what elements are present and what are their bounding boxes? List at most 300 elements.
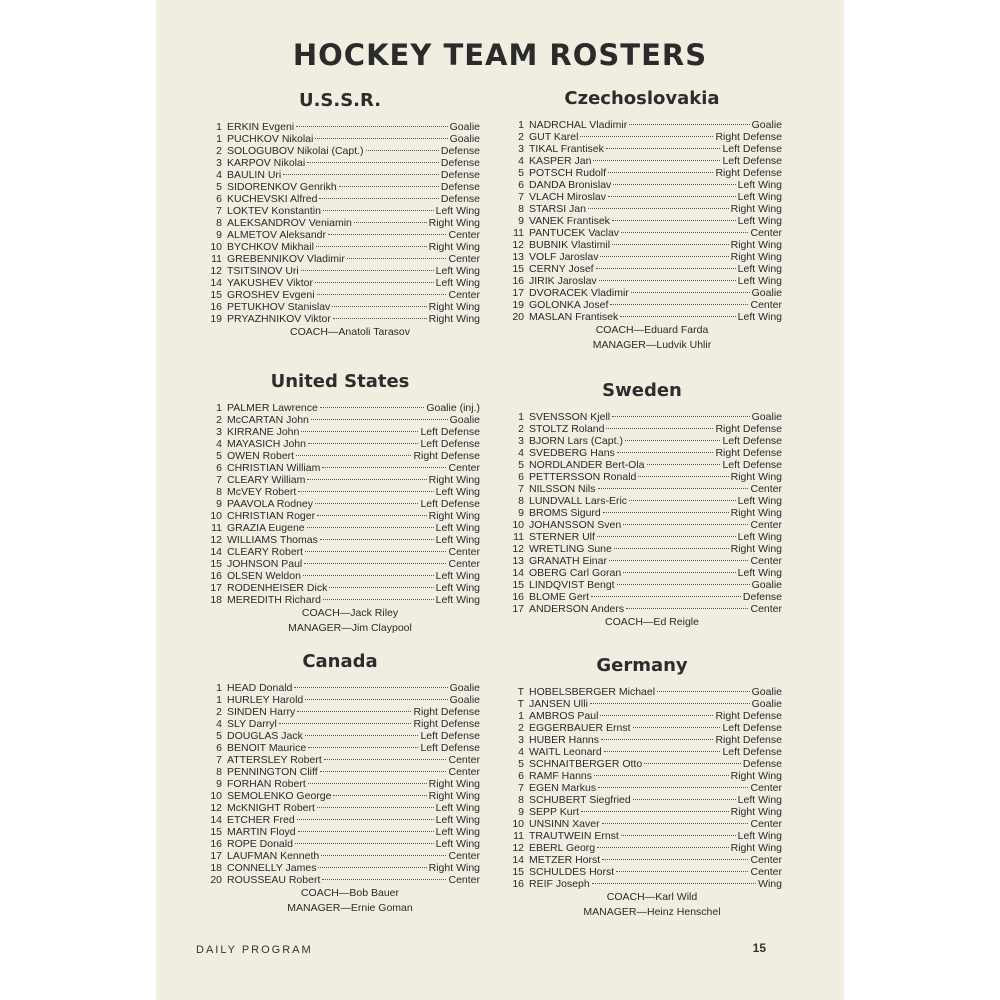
player-number: 5 bbox=[518, 167, 524, 179]
coach: COACH—Anatoli Tarasov bbox=[289, 326, 411, 338]
player-number: 15 bbox=[512, 866, 524, 878]
player-number: 16 bbox=[210, 838, 222, 850]
player-number: 13 bbox=[512, 555, 524, 567]
team-sweden bbox=[502, 380, 782, 630]
leader-dots bbox=[602, 859, 748, 860]
player-position: Left Defense bbox=[722, 746, 782, 758]
player-number: 6 bbox=[216, 462, 222, 474]
leader-dots bbox=[626, 608, 748, 609]
player-position: Right Defense bbox=[413, 450, 480, 462]
roster-row bbox=[502, 299, 782, 311]
player-name: EBERL Georg bbox=[529, 842, 596, 854]
leader-dots bbox=[301, 431, 418, 432]
player-name: TIKAL Frantisek bbox=[529, 143, 604, 155]
player-number: 2 bbox=[518, 131, 524, 143]
leader-dots bbox=[316, 246, 427, 247]
player-number: 8 bbox=[216, 486, 222, 498]
player-position: Right Defense bbox=[715, 734, 782, 746]
player-number: 12 bbox=[512, 239, 524, 251]
player-number: 5 bbox=[216, 181, 222, 193]
player-position: Right Wing bbox=[428, 510, 480, 522]
player-name: SIDORENKOV Genrikh bbox=[227, 181, 337, 193]
leader-dots bbox=[644, 763, 741, 764]
player-number: 11 bbox=[513, 830, 524, 842]
player-name: VLACH Miroslav bbox=[529, 191, 607, 203]
player-number: 6 bbox=[216, 193, 222, 205]
roster-row bbox=[502, 143, 782, 155]
player-name: RAMF Hanns bbox=[529, 770, 593, 782]
roster-row bbox=[200, 229, 480, 241]
player-name: BENOIT Maurice bbox=[227, 742, 307, 754]
player-number: 15 bbox=[512, 263, 524, 275]
team-czechoslovakia bbox=[502, 88, 782, 353]
player-number: 14 bbox=[210, 277, 222, 289]
player-position: Right Wing bbox=[730, 251, 782, 263]
player-name: HEAD Donald bbox=[227, 682, 293, 694]
roster-row bbox=[502, 215, 782, 227]
leader-dots bbox=[581, 811, 729, 812]
roster-row bbox=[502, 866, 782, 878]
roster-row bbox=[200, 754, 480, 766]
player-position: Center bbox=[750, 555, 782, 567]
roster-row bbox=[200, 802, 480, 814]
roster-row bbox=[502, 734, 782, 746]
roster-row bbox=[502, 287, 782, 299]
roster-row bbox=[200, 814, 480, 826]
leader-dots bbox=[638, 476, 728, 477]
roster-row bbox=[502, 411, 782, 423]
player-name: SCHNAITBERGER Otto bbox=[529, 758, 643, 770]
player-position: Right Defense bbox=[413, 706, 480, 718]
player-number: 12 bbox=[210, 265, 222, 277]
team-germany bbox=[502, 655, 782, 920]
player-name: ATTERSLEY Robert bbox=[227, 754, 322, 766]
player-number: 19 bbox=[512, 299, 524, 311]
player-number: 9 bbox=[518, 806, 524, 818]
roster-row bbox=[502, 459, 782, 471]
player-position: Left Wing bbox=[435, 277, 480, 289]
player-name: MAYASICH John bbox=[227, 438, 306, 450]
player-number: T bbox=[517, 698, 524, 710]
roster-row bbox=[200, 217, 480, 229]
team-name: Canada bbox=[302, 651, 378, 672]
roster-row bbox=[502, 155, 782, 167]
player-number: 9 bbox=[216, 778, 222, 790]
player-name: JIRIK Jaroslav bbox=[529, 275, 597, 287]
leader-dots bbox=[647, 464, 721, 465]
roster-row bbox=[200, 450, 480, 462]
player-position: Right Wing bbox=[730, 203, 782, 215]
player-number: 8 bbox=[518, 203, 524, 215]
roster-row bbox=[200, 558, 480, 570]
roster-row bbox=[502, 191, 782, 203]
player-name: NADRCHAL Vladimir bbox=[529, 119, 628, 131]
coach: COACH—Ed Reigle bbox=[605, 616, 699, 628]
player-number: 7 bbox=[518, 782, 524, 794]
leader-dots bbox=[328, 234, 446, 235]
leader-dots bbox=[295, 843, 434, 844]
player-position: Center bbox=[448, 546, 480, 558]
leader-dots bbox=[339, 186, 439, 187]
player-name: McKNIGHT Robert bbox=[227, 802, 315, 814]
player-position: Right Wing bbox=[428, 474, 480, 486]
roster-row bbox=[200, 534, 480, 546]
leader-dots bbox=[318, 867, 426, 868]
player-name: STARSI Jan bbox=[529, 203, 586, 215]
player-position: Defense bbox=[742, 758, 782, 770]
player-position: Left Wing bbox=[737, 263, 782, 275]
leader-dots bbox=[332, 306, 426, 307]
player-number: 7 bbox=[216, 474, 222, 486]
player-number: 11 bbox=[513, 227, 524, 239]
roster-row bbox=[502, 311, 782, 323]
roster-row bbox=[200, 766, 480, 778]
player-number: 1 bbox=[216, 682, 222, 694]
player-name: NILSSON Nils bbox=[529, 483, 596, 495]
player-name: GRANATH Einar bbox=[529, 555, 607, 567]
player-position: Right Wing bbox=[730, 806, 782, 818]
player-number: 1 bbox=[216, 694, 222, 706]
roster-row bbox=[200, 169, 480, 181]
player-position: Left Wing bbox=[737, 311, 782, 323]
player-position: Goalie bbox=[751, 287, 782, 299]
leader-dots bbox=[590, 703, 750, 704]
player-number: 15 bbox=[210, 289, 222, 301]
player-name: MARTIN Floyd bbox=[227, 826, 296, 838]
player-name: DVORACEK Vladimir bbox=[529, 287, 629, 299]
manager: MANAGER—Ludvik Uhlir bbox=[592, 339, 712, 351]
leader-dots bbox=[602, 823, 749, 824]
player-number: 10 bbox=[512, 519, 524, 531]
roster-row bbox=[502, 179, 782, 191]
roster-row bbox=[200, 826, 480, 838]
player-number: 1 bbox=[518, 411, 524, 423]
roster-row bbox=[200, 241, 480, 253]
roster-row bbox=[502, 531, 782, 543]
player-name: POTSCH Rudolf bbox=[529, 167, 607, 179]
leader-dots bbox=[612, 244, 729, 245]
player-number: 17 bbox=[210, 850, 222, 862]
roster-row bbox=[502, 275, 782, 287]
player-position: Defense bbox=[440, 145, 480, 157]
player-name: WAITL Leonard bbox=[529, 746, 602, 758]
player-number: 1 bbox=[518, 710, 524, 722]
player-name: WRETLING Sune bbox=[529, 543, 612, 555]
player-position: Left Wing bbox=[435, 826, 480, 838]
player-name: BAULIN Uri bbox=[227, 169, 282, 181]
roster-row bbox=[502, 603, 782, 615]
player-position: Left Defense bbox=[420, 730, 480, 742]
player-name: JOHNSON Paul bbox=[227, 558, 303, 570]
roster-row bbox=[200, 205, 480, 217]
leader-dots bbox=[610, 304, 748, 305]
leader-dots bbox=[597, 536, 736, 537]
player-name: GROSHEV Evgeni bbox=[227, 289, 315, 301]
team-united-states bbox=[200, 371, 480, 636]
player-name: YAKUSHEV Viktor bbox=[227, 277, 313, 289]
player-number: 3 bbox=[518, 143, 524, 155]
player-position: Defense bbox=[742, 591, 782, 603]
player-position: Left Wing bbox=[737, 191, 782, 203]
player-number: 4 bbox=[216, 718, 222, 730]
player-name: PETUKHOV Stanislav bbox=[227, 301, 331, 313]
player-position: Center bbox=[448, 558, 480, 570]
player-number: 4 bbox=[518, 155, 524, 167]
player-number: 4 bbox=[216, 169, 222, 181]
player-number: 10 bbox=[210, 790, 222, 802]
player-position: Right Wing bbox=[428, 217, 480, 229]
player-number: 5 bbox=[216, 450, 222, 462]
player-position: Center bbox=[750, 519, 782, 531]
roster-row bbox=[502, 878, 782, 890]
player-number: 8 bbox=[518, 495, 524, 507]
roster-row bbox=[502, 507, 782, 519]
roster-row bbox=[200, 718, 480, 730]
player-number: 8 bbox=[216, 766, 222, 778]
team-name: Germany bbox=[596, 655, 688, 676]
player-position: Left Wing bbox=[435, 814, 480, 826]
roster-row bbox=[200, 253, 480, 265]
roster-row bbox=[502, 495, 782, 507]
leader-dots bbox=[616, 871, 748, 872]
player-number: 7 bbox=[216, 205, 222, 217]
roster-row bbox=[502, 471, 782, 483]
player-name: BYCHKOV Mikhail bbox=[227, 241, 314, 253]
leader-dots bbox=[599, 280, 736, 281]
roster-row bbox=[502, 203, 782, 215]
player-name: GOLONKA Josef bbox=[529, 299, 609, 311]
player-number: 14 bbox=[210, 814, 222, 826]
player-number: 9 bbox=[518, 215, 524, 227]
player-name: ALMETOV Aleksandr bbox=[227, 229, 327, 241]
leader-dots bbox=[608, 196, 736, 197]
player-position: Right Wing bbox=[428, 301, 480, 313]
player-name: SVEDBERG Hans bbox=[529, 447, 615, 459]
player-number: 7 bbox=[216, 754, 222, 766]
player-name: PUCHKOV Nikolai bbox=[227, 133, 314, 145]
player-position: Left Wing bbox=[435, 570, 480, 582]
roster-row bbox=[200, 193, 480, 205]
player-position: Left Wing bbox=[737, 179, 782, 191]
player-name: FORHAN Robert bbox=[227, 778, 306, 790]
player-number: 12 bbox=[512, 543, 524, 555]
player-name: McCARTAN John bbox=[227, 414, 309, 426]
player-position: Goalie bbox=[751, 686, 782, 698]
roster-row bbox=[200, 582, 480, 594]
team-canada bbox=[200, 651, 480, 916]
roster-row bbox=[200, 594, 480, 606]
player-name: SINDEN Harry bbox=[227, 706, 296, 718]
leader-dots bbox=[657, 691, 750, 692]
player-position: Left Defense bbox=[420, 742, 480, 754]
roster-row bbox=[200, 402, 480, 414]
leader-dots bbox=[317, 807, 434, 808]
leader-dots bbox=[324, 759, 447, 760]
player-name: LOKTEV Konstantin bbox=[227, 205, 321, 217]
player-position: Center bbox=[448, 754, 480, 766]
leader-dots bbox=[594, 775, 729, 776]
player-position: Center bbox=[750, 818, 782, 830]
player-position: Goalie bbox=[751, 411, 782, 423]
player-number: 1 bbox=[216, 133, 222, 145]
player-number: 16 bbox=[210, 301, 222, 313]
player-position: Center bbox=[448, 229, 480, 241]
player-name: AMBROS Paul bbox=[529, 710, 599, 722]
player-number: 16 bbox=[512, 878, 524, 890]
player-number: 2 bbox=[518, 423, 524, 435]
player-position: Right Wing bbox=[730, 770, 782, 782]
roster-row bbox=[200, 301, 480, 313]
leader-dots bbox=[320, 407, 424, 408]
player-number: 14 bbox=[512, 567, 524, 579]
player-number: 4 bbox=[518, 447, 524, 459]
player-position: Left Wing bbox=[435, 265, 480, 277]
player-position: Left Wing bbox=[435, 205, 480, 217]
player-number: 8 bbox=[216, 217, 222, 229]
player-name: TRAUTWEIN Ernst bbox=[529, 830, 619, 842]
player-number: 19 bbox=[210, 313, 222, 325]
leader-dots bbox=[317, 294, 447, 295]
leader-dots bbox=[621, 835, 736, 836]
roster-row bbox=[200, 838, 480, 850]
leader-dots bbox=[297, 711, 411, 712]
player-name: HUBER Hanns bbox=[529, 734, 600, 746]
roster-row bbox=[502, 794, 782, 806]
player-position: Left Defense bbox=[420, 426, 480, 438]
player-number: 3 bbox=[216, 157, 222, 169]
leader-dots bbox=[298, 491, 433, 492]
player-number: 10 bbox=[210, 241, 222, 253]
roster-row bbox=[502, 555, 782, 567]
player-position: Goalie bbox=[449, 133, 480, 145]
leader-dots bbox=[296, 126, 448, 127]
player-position: Right Defense bbox=[715, 167, 782, 179]
roster-row bbox=[200, 706, 480, 718]
player-number: 17 bbox=[512, 603, 524, 615]
player-number: 2 bbox=[216, 414, 222, 426]
player-name: SCHULDES Horst bbox=[529, 866, 615, 878]
leader-dots bbox=[301, 270, 434, 271]
player-number: 12 bbox=[210, 802, 222, 814]
player-number: 18 bbox=[210, 862, 222, 874]
leader-dots bbox=[592, 883, 756, 884]
leader-dots bbox=[315, 503, 418, 504]
leader-dots bbox=[629, 500, 736, 501]
roster-row bbox=[502, 435, 782, 447]
player-number: 10 bbox=[210, 510, 222, 522]
roster-row bbox=[200, 414, 480, 426]
player-number: 5 bbox=[518, 459, 524, 471]
player-position: Goalie bbox=[449, 682, 480, 694]
player-position: Left Wing bbox=[435, 522, 480, 534]
player-name: SVENSSON Kjell bbox=[529, 411, 611, 423]
player-name: LINDQVIST Bengt bbox=[529, 579, 615, 591]
player-position: Goalie bbox=[751, 119, 782, 131]
player-number: 3 bbox=[518, 734, 524, 746]
player-position: Left Wing bbox=[737, 531, 782, 543]
roster-row bbox=[200, 742, 480, 754]
player-name: GUT Karel bbox=[529, 131, 579, 143]
player-name: BROMS Sigurd bbox=[529, 507, 601, 519]
player-number: 9 bbox=[216, 229, 222, 241]
player-name: SLY Darryl bbox=[227, 718, 277, 730]
roster-row bbox=[502, 447, 782, 459]
player-name: SCHUBERT Siegfried bbox=[529, 794, 631, 806]
player-name: DANDA Bronislav bbox=[529, 179, 612, 191]
player-position: Goalie bbox=[449, 414, 480, 426]
roster-row bbox=[502, 227, 782, 239]
leader-dots bbox=[315, 138, 447, 139]
player-name: OBERG Carl Goran bbox=[529, 567, 622, 579]
leader-dots bbox=[604, 751, 721, 752]
leader-dots bbox=[305, 699, 447, 700]
player-position: Left Wing bbox=[435, 802, 480, 814]
leader-dots bbox=[354, 222, 427, 223]
manager: MANAGER—Ernie Goman bbox=[287, 902, 413, 914]
player-number: T bbox=[517, 686, 524, 698]
leader-dots bbox=[304, 563, 446, 564]
player-name: UNSINN Xaver bbox=[529, 818, 600, 830]
player-position: Center bbox=[448, 766, 480, 778]
leader-dots bbox=[580, 136, 713, 137]
player-name: VOLF Jaroslav bbox=[529, 251, 599, 263]
player-name: JANSEN Ulli bbox=[529, 698, 588, 710]
roster-row bbox=[200, 426, 480, 438]
player-name: PENNINGTON Cliff bbox=[227, 766, 318, 778]
player-name: KUCHEVSKI Alfred bbox=[227, 193, 318, 205]
player-position: Left Wing bbox=[435, 582, 480, 594]
player-name: STERNER Ulf bbox=[529, 531, 595, 543]
player-position: Right Wing bbox=[730, 471, 782, 483]
player-position: Left Defense bbox=[722, 143, 782, 155]
player-name: LUNDVALL Lars-Eric bbox=[529, 495, 628, 507]
player-name: VANEK Frantisek bbox=[529, 215, 610, 227]
player-position: Left Wing bbox=[737, 830, 782, 842]
leader-dots bbox=[307, 527, 434, 528]
roster-row bbox=[502, 842, 782, 854]
player-name: OWEN Robert bbox=[227, 450, 295, 462]
player-position: Wing bbox=[758, 878, 782, 890]
player-number: 2 bbox=[216, 706, 222, 718]
leader-dots bbox=[319, 198, 438, 199]
player-name: CLEARY Robert bbox=[227, 546, 304, 558]
player-position: Center bbox=[750, 782, 782, 794]
player-name: STOLTZ Roland bbox=[529, 423, 605, 435]
leader-dots bbox=[633, 727, 721, 728]
player-name: WILLIAMS Thomas bbox=[227, 534, 318, 546]
player-number: 10 bbox=[512, 818, 524, 830]
leader-dots bbox=[612, 416, 750, 417]
leader-dots bbox=[625, 440, 721, 441]
player-name: MEREDITH Richard bbox=[227, 594, 321, 606]
player-number: 1 bbox=[216, 121, 222, 133]
player-position: Center bbox=[448, 253, 480, 265]
player-name: JOHANSSON Sven bbox=[529, 519, 622, 531]
leader-dots bbox=[608, 172, 713, 173]
player-number: 4 bbox=[216, 438, 222, 450]
player-number: 4 bbox=[518, 746, 524, 758]
player-position: Right Defense bbox=[715, 131, 782, 143]
leader-dots bbox=[609, 560, 748, 561]
leader-dots bbox=[629, 124, 749, 125]
leader-dots bbox=[623, 524, 748, 525]
roster-row bbox=[502, 830, 782, 842]
leader-dots bbox=[631, 292, 750, 293]
roster-row bbox=[200, 510, 480, 522]
player-number: 17 bbox=[210, 582, 222, 594]
team-ussr bbox=[200, 90, 480, 340]
leader-dots bbox=[296, 455, 411, 456]
